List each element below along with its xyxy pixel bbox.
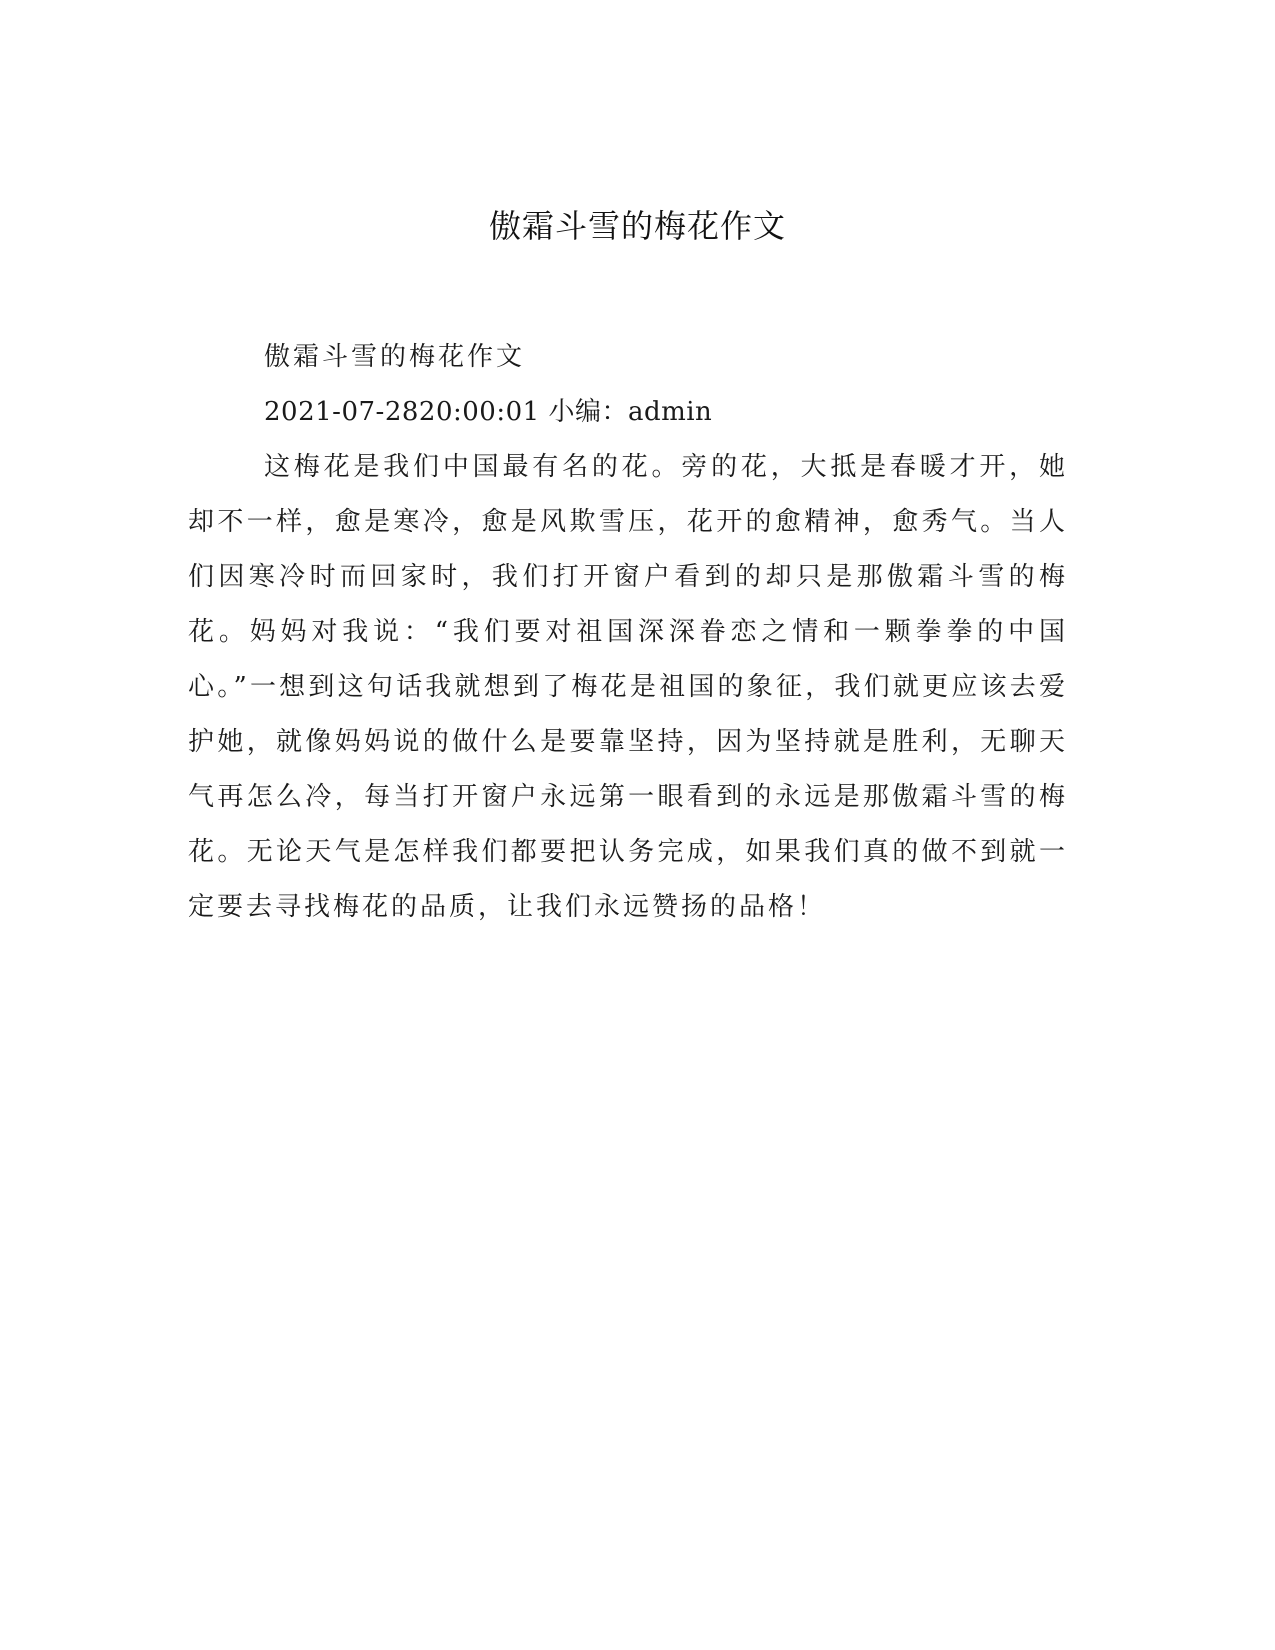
document-content (188, 330, 1068, 935)
article-body: 这梅花是我们中国最有名的花。旁的花，大抵是春暖才开，她却不一样，愈是寒冷，愈是风欺雪压，花开的愈精神，愈秀气。当人们因寒冷时而回家时，我们打开窗户看到的却只是那傲霜斗雪的梅花。妈妈对我说：“我们要对祖国深深眷恋之情和一颗拳拳的中国心。”一想到这句话我就想到了梅花是祖国的象征，我们就更应该去爱护她，就像妈妈说的做什么是要靠坚持，因为坚持就是胜利，无聊天气再怎么冷，每当打开窗户永远第一眼看到的永远是那傲霜斗雪的梅花。无论天气是怎样我们都要把认务完成，如果我们真的做不到就一定要去寻找梅花的品质，让我们永远赞扬的品格！ (188, 452, 1068, 922)
document-title: 傲霜斗雪的梅花作文 (488, 207, 786, 245)
article-meta: 2021-07-2820:00:01 小编：admin (264, 397, 713, 427)
article-subtitle: 傲霜斗雪的梅花作文 (264, 342, 526, 372)
